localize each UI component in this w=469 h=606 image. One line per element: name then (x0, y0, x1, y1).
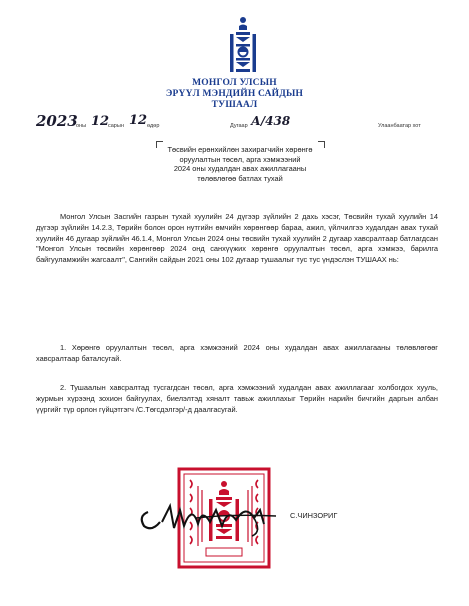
date-month: 12 (91, 114, 110, 129)
subject-line4: төлөвлөгөө батлах тухай (197, 173, 283, 183)
signatory-name: С.ЧИНЗОРИГ (290, 511, 338, 520)
org-name-line2: ЭРҮҮЛ МЭНДИЙН САЙДЫН (165, 89, 304, 99)
handwritten-signature-icon (136, 496, 286, 540)
number-label: Дугаар (230, 123, 248, 129)
month-suffix: сарын (108, 123, 124, 129)
subject-line2: оруулалтын төсөл, арга хэмжээний (179, 154, 301, 164)
city-label: Улаанбаатар хот (378, 123, 421, 129)
order-item-1: 1. Хөрөнгө оруулалтын төсөл, арга хэмжээний 2024 оны худалдан авах ажиллагааны төлөвлөгөөг хавсралтаар баталсугай. (36, 343, 438, 363)
day-suffix: өдөр (147, 123, 160, 129)
subject-line1: Төсвийн ерөнхийлөн захирагчийн хөрөнгө (167, 145, 313, 154)
date-day: 12 (129, 113, 148, 128)
org-name-line1: МОНГОЛ УЛСЫН (192, 78, 277, 88)
subject-line3: 2024 оны худалдан авах ажиллагааны (173, 164, 307, 174)
preamble-paragraph: Монгол Улсын Засгийн газрын тухай хуулийн 24 дүгээр зүйлийн 2 дахь хэсэг, Төсвийн тухай хуулийн 14 дүгээр зүйлийн 14.2.3, Төрийн болон орон нутгийн өмчийн хөрөнгөөр бараа, ажил, үйлчилгээ худалдан авах тухай хуулийн 46 дугаар зүйлийн 46.1.4, Монгол Улсын 2024 оны төсвийн тухай хуулийн 2 дугаар хавсралтаар батлагдсан "Монгол Улсын төсвийн хөрөнгөөр 2024 онд санхүүжих хөрөнгө оруулалтын төсөл, арга хэмжээ, барилга байгууламжийн жагсаалт", Сангийн сайдын 2021 оны 102 дугаар тушаалыг тус тус үндэслэн ТУШААХ нь: (36, 212, 438, 265)
year-suffix: оны (76, 123, 87, 129)
document-type: ТУШААЛ (211, 100, 258, 110)
soyombo-emblem-icon (225, 14, 261, 76)
document-meta-line (36, 112, 446, 132)
subject-block (160, 145, 320, 183)
date-year: 2023 (36, 112, 78, 130)
document-number: А/438 (251, 114, 291, 128)
order-item-2: 2. Тушаалын хавсралтад тусгагдсан төсөл, арга хэмжээний худалдан авах ажиллагааг холбогдох хууль, журмын хүрээнд зохион байгуулах, биелэлтэд хяналт тавьж ажиллахыг Төрийн нарийн бичгийн даргын албан үүргийг түр орлон гүйцэтгэгч /С.Төгсдэлгэр/-д даалгасугай. (36, 383, 438, 414)
